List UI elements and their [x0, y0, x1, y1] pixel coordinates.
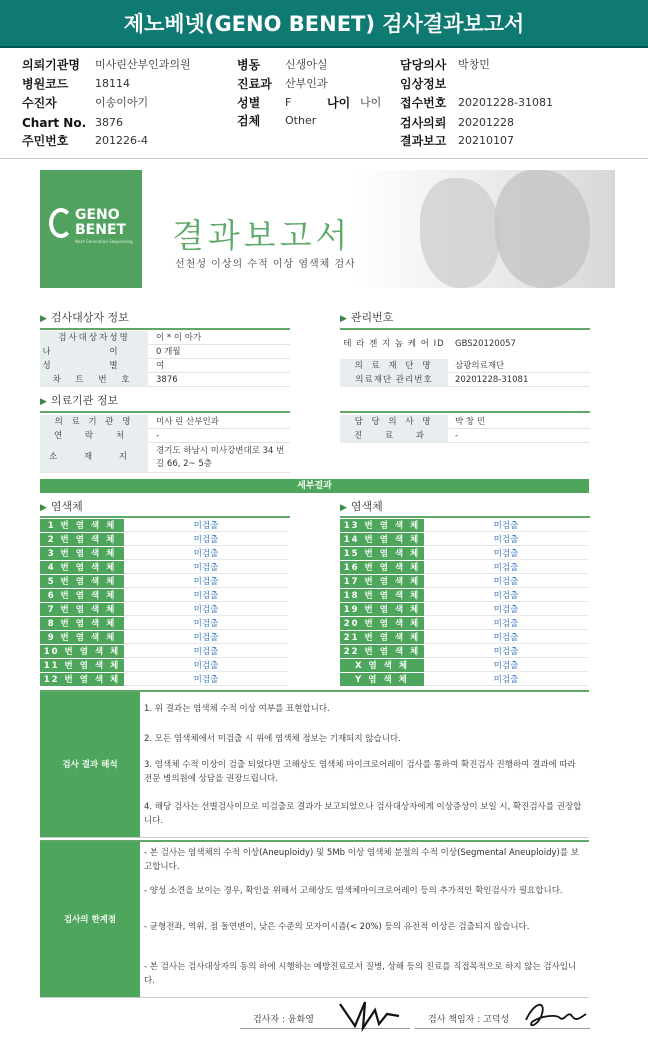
info-row [340, 337, 590, 351]
header-label: 병동 [237, 58, 261, 72]
section-rule [340, 516, 590, 518]
chromosome-label: 22 번 염 색 체 [340, 645, 424, 658]
field-label: 성 별 [40, 359, 148, 373]
field-value: - [455, 431, 459, 441]
field-value: 삼광의료재단 [455, 361, 505, 371]
chromosome-row [340, 631, 590, 645]
director-signature-label: 검사 책임자 : 고덕성 [428, 1015, 510, 1025]
info-row [40, 331, 290, 345]
info-row [40, 429, 290, 443]
info-row [40, 415, 290, 429]
header-value: 201226-4 [95, 134, 148, 147]
tester-signature-image [335, 996, 405, 1036]
chromosome-row [340, 603, 590, 617]
chromosome-row [40, 561, 290, 575]
limitation-item: - 양성 소견을 보이는 경우, 확인을 위해서 고해상도 염색체마이크로어레이 등의 추가적인 확인검사가 필요합니다. [144, 886, 563, 896]
chromosome-row [340, 575, 590, 589]
chromosome-label: 7 번 염 색 체 [40, 603, 124, 616]
field-value: 경기도 하남시 미사강변대로 34 번길 66, 2~ 5층 [156, 446, 285, 469]
limitation-item: - 균형전좌, 역위, 점 돌연변이, 낮은 수준의 모자이시즘(< 20%) 등의 유전적 이상은 검출되지 않습니다. [144, 922, 530, 932]
subject-info-heading: ▶ 검사대상자 정보 [40, 311, 129, 324]
chromosome-result: 미검출 [424, 575, 588, 588]
chromosome-row [40, 575, 290, 589]
header-divider [0, 158, 648, 159]
header-label: 주민번호 [22, 134, 69, 148]
chromosome-result: 미검출 [424, 603, 588, 616]
banner-title: 결과보고서 [172, 216, 352, 255]
field-label: 진 료 과 [340, 429, 448, 443]
info-row [40, 345, 290, 359]
interpretation-item: 3. 염색체 수적 이상이 검출 되었다면 고해상도 염색체 마이크로어레이 검사를 통하여 확진검사 진행하여 결과에 따라 전문 병의원에 상담을 권장드립니다. [144, 760, 576, 784]
header-value: F [285, 96, 292, 109]
chromosome-result: 미검출 [424, 631, 588, 644]
chromosome-row [40, 659, 290, 673]
header-label: 결과보고 [400, 134, 447, 148]
chromosome-row [40, 631, 290, 645]
header-value: 나이 [360, 96, 382, 109]
header-label: Chart No. [22, 116, 87, 130]
field-label: 테 라 젠 지 놈 케 어 ID [340, 337, 448, 351]
chromosome-label: 4 번 염 색 체 [40, 561, 124, 574]
interpretation-label: 검사 결과 해석 [40, 692, 140, 837]
field-label: 의료재단 관리번호 [340, 373, 448, 387]
field-value: - [156, 431, 160, 441]
chromosome-result: 미검출 [424, 561, 588, 574]
report-header [0, 52, 648, 152]
header-value: 신생아실 [285, 58, 328, 71]
chromosome-result: 미검출 [424, 659, 588, 672]
info-row [40, 443, 290, 473]
chromosome-result: 미검출 [124, 575, 288, 588]
field-value: 0 개월 [156, 347, 181, 357]
header-value: 20201228 [458, 116, 514, 129]
chromosome-result: 미검출 [424, 533, 588, 546]
chromosome-result: 미검출 [424, 617, 588, 630]
chromosome-label: 11 번 염 색 체 [40, 659, 124, 672]
chromosome-result: 미검출 [124, 533, 288, 546]
chromosome-row [340, 533, 590, 547]
info-row [340, 415, 590, 429]
management-heading: ▶ 관리번호 [340, 311, 394, 324]
chromosome-label: Y 염 색 체 [340, 673, 424, 686]
info-row [40, 373, 290, 387]
chromosome-label: 15 번 염 색 체 [340, 547, 424, 560]
header-label: 의뢰기관명 [22, 58, 80, 72]
chromosome-label: 13 번 염 색 체 [340, 519, 424, 532]
tester-signature-label: 검사자 : 윤화영 [253, 1015, 314, 1025]
header-label: 나이 [327, 96, 351, 110]
chromosome-label: 8 번 염 색 체 [40, 617, 124, 630]
chromosome-label: 19 번 염 색 체 [340, 603, 424, 616]
limitation-item: - 본 검사는 염색체의 수적 이상(Aneuploidy) 및 5Mb 이상 염색체 분절의 수적 이상(Segmental Aneuploidy)를 보고합니다. [144, 848, 579, 872]
chromosome-row [340, 659, 590, 673]
header-value: 18114 [95, 77, 130, 90]
field-value: 박 창 민 [455, 417, 486, 427]
logo-tagline: Next Generation Sequencing [75, 239, 133, 244]
chromosome-label: X 염 색 체 [340, 659, 424, 672]
section-rule [340, 328, 590, 330]
chromosome-label: 10 번 염 색 체 [40, 645, 124, 658]
limitations-box [40, 840, 589, 998]
chromosome-result: 미검출 [124, 603, 288, 616]
report-banner [40, 170, 615, 288]
info-row [340, 359, 590, 373]
logo-panel [40, 170, 142, 288]
chromosome-row [340, 617, 590, 631]
chromosome-result: 미검출 [124, 519, 288, 532]
genobenet-logo [49, 208, 134, 248]
chromosome-label: 17 번 염 색 체 [340, 575, 424, 588]
report-title: 제노베넷(GENO BENET) 검사결과보고서 [0, 0, 648, 48]
logo-text: BENET [75, 222, 127, 238]
header-label: 임상정보 [400, 77, 447, 91]
field-label: 차 트 번 호 [40, 373, 148, 387]
info-row [340, 373, 590, 387]
chromosome-result: 미검출 [124, 561, 288, 574]
header-value: 박창민 [458, 58, 490, 71]
chromosome-row [40, 673, 290, 687]
chromosome-row [340, 673, 590, 687]
banner-subtitle: 선천성 이상의 수적 이상 염색체 검사 [175, 259, 356, 270]
chromosome-result: 미검출 [124, 547, 288, 560]
field-label: 연 락 처 [40, 429, 148, 443]
field-label: 의 료 기 관 명 [40, 415, 148, 429]
header-label: 검사의뢰 [400, 116, 447, 130]
limitation-item: - 본 검사는 검사대상자의 동의 하에 시행하는 예방진료로서 질병, 상해 등의 진료를 직접목적으로 하지 않는 검사입니다. [144, 962, 577, 986]
chromosome-result: 미검출 [424, 673, 588, 686]
chromosome-row [340, 645, 590, 659]
limitations-label: 검사의 한계점 [40, 842, 140, 997]
field-label: 의 료 재 단 명 [340, 359, 448, 373]
institution-heading: ▶ 의료기관 정보 [40, 394, 119, 407]
chromosome-result: 미검출 [424, 589, 588, 602]
chromosome-result: 미검출 [124, 659, 288, 672]
logo-text: GENO [75, 207, 120, 223]
field-value: 미사 린 산부인과 [156, 417, 219, 427]
field-value: 20201228-31081 [455, 375, 529, 385]
chromosome-result: 미검출 [124, 589, 288, 602]
section-rule [40, 411, 290, 413]
field-value: 3876 [156, 375, 178, 385]
chromosome-row [340, 547, 590, 561]
header-value: Other [285, 114, 317, 127]
chromosome-result: 미검출 [124, 631, 288, 644]
chromosome-heading: ▶ 염색체 [340, 500, 383, 513]
field-label: 담 당 의 사 명 [340, 415, 448, 429]
chromosome-label: 16 번 염 색 체 [340, 561, 424, 574]
header-label: 성별 [237, 96, 261, 110]
interpretation-item: 1. 위 결과는 염색체 수적 이상 여부를 표현합니다. [144, 704, 330, 714]
field-label: 검사대상자성명 [40, 331, 148, 345]
section-rule [40, 516, 290, 518]
chromosome-result: 미검출 [424, 645, 588, 658]
field-value: GBS20120057 [455, 339, 516, 349]
section-rule [340, 411, 590, 413]
chromosome-result: 미검출 [124, 617, 288, 630]
header-label: 접수번호 [400, 96, 447, 110]
chromosome-heading: ▶ 염색체 [40, 500, 83, 513]
baby-foot-image [420, 178, 500, 288]
info-row [340, 429, 590, 443]
chromosome-label: 14 번 염 색 체 [340, 533, 424, 546]
header-value: 미사린산부인과의원 [95, 58, 191, 71]
header-label: 진료과 [237, 77, 272, 91]
chromosome-result: 미검출 [424, 519, 588, 532]
header-label: 담당의사 [400, 58, 447, 72]
chromosome-row [40, 519, 290, 533]
section-rule [40, 328, 290, 330]
chromosome-label: 3 번 염 색 체 [40, 547, 124, 560]
chromosome-label: 18 번 염 색 체 [340, 589, 424, 602]
chromosome-row [340, 561, 590, 575]
chromosome-result: 미검출 [124, 645, 288, 658]
chromosome-result: 미검출 [124, 673, 288, 686]
chromosome-row [40, 533, 290, 547]
field-label: 소 재 지 [40, 443, 148, 472]
header-label: 검체 [237, 114, 261, 128]
header-value: 20201228-31081 [458, 96, 553, 109]
chromosome-row [40, 589, 290, 603]
field-value: 여 [156, 361, 165, 371]
chromosome-row [340, 589, 590, 603]
header-value: 3876 [95, 116, 123, 129]
baby-foot-image [495, 170, 590, 288]
chromosome-result: 미검출 [424, 547, 588, 560]
chromosome-label: 12 번 염 색 체 [40, 673, 124, 686]
header-value: 산부인과 [285, 77, 328, 90]
chromosome-label: 21 번 염 색 체 [340, 631, 424, 644]
interpretation-item: 4. 해당 검사는 선별검사이므로 미검출로 결과가 보고되었으나 검사대상자에게 이상증상이 보일 시, 확진검사를 권장합니다. [144, 802, 582, 826]
logo-mark-icon [49, 208, 73, 238]
chromosome-row [40, 645, 290, 659]
header-value: 이송이아기 [95, 96, 149, 109]
chromosome-label: 1 번 염 색 체 [40, 519, 124, 532]
chromosome-row [340, 519, 590, 533]
chromosome-row [40, 547, 290, 561]
chromosome-label: 6 번 염 색 체 [40, 589, 124, 602]
detail-results-heading: 세부결과 [40, 479, 589, 493]
chromosome-label: 20 번 염 색 체 [340, 617, 424, 630]
header-label: 수진자 [22, 96, 57, 110]
field-value: 이 * 이 아가 [156, 333, 202, 343]
header-label: 병원코드 [22, 77, 69, 91]
director-signature-image [520, 996, 590, 1036]
chromosome-row [40, 603, 290, 617]
chromosome-row [40, 617, 290, 631]
info-row [40, 359, 290, 373]
chromosome-label: 9 번 염 색 체 [40, 631, 124, 644]
chromosome-label: 5 번 염 색 체 [40, 575, 124, 588]
interpretation-item: 2. 모든 염색체에서 미검출 시 위에 염색체 정보는 기재되지 않습니다. [144, 734, 401, 744]
interpretation-box [40, 690, 589, 838]
chromosome-label: 2 번 염 색 체 [40, 533, 124, 546]
header-value: 20210107 [458, 134, 514, 147]
field-label: 나 이 [40, 345, 148, 359]
